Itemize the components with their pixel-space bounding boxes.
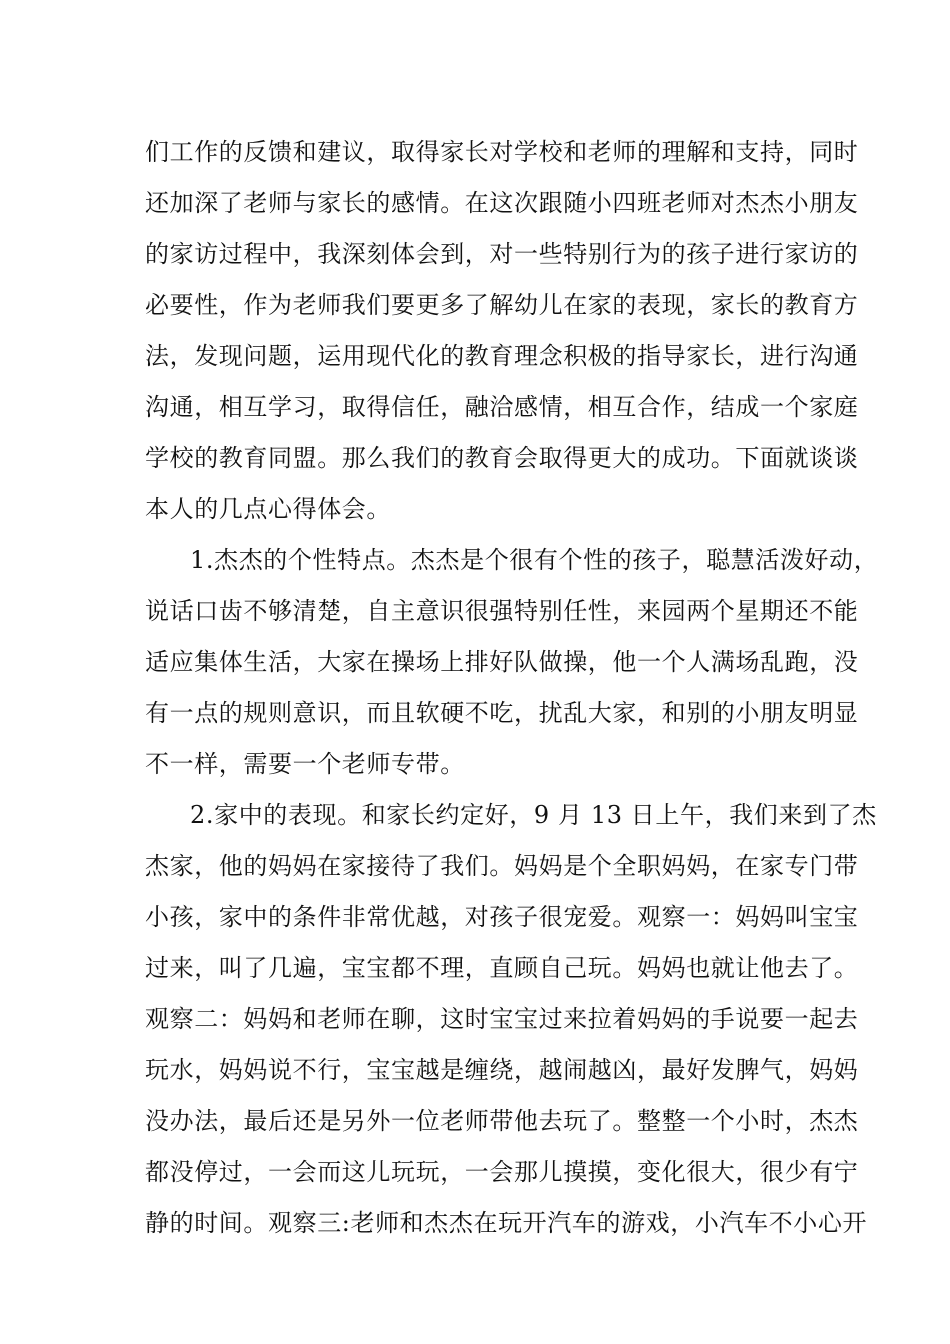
text-line: 有一点的规则意识，而且软硬不吃，扰乱大家，和别的小朋友明显	[145, 699, 859, 727]
text-line: 学校的教育同盟。那么我们的教育会取得更大的成功。下面就谈谈	[145, 444, 859, 472]
text-line: 小孩，家中的条件非常优越，对孩子很宠爱。观察一：妈妈叫宝宝	[145, 903, 859, 931]
text-line: 法，发现问题，运用现代化的教育理念积极的指导家长，进行沟通	[145, 342, 859, 370]
text-line: 不一样，需要一个老师专带。	[145, 750, 465, 778]
text-line: 沟通，相互学习，取得信任，融洽感情，相互合作，结成一个家庭	[145, 393, 859, 421]
text-line: 说话口齿不够清楚，自主意识很强特别任性，来园两个星期还不能	[145, 597, 859, 625]
text-line: 本人的几点心得体会。	[145, 495, 391, 523]
paragraph-heading-line: 1.杰杰的个性特点。杰杰是个很有个性的孩子，聪慧活泼好动，	[190, 546, 879, 574]
text-line: 必要性，作为老师我们要更多了解幼儿在家的表现，家长的教育方	[145, 291, 859, 319]
text-line: 没办法，最后还是另外一位老师带他去玩了。整整一个小时，杰杰	[145, 1107, 859, 1135]
text-line: 适应集体生活，大家在操场上排好队做操，他一个人满场乱跑，没	[145, 648, 859, 676]
text-line: 的家访过程中，我深刻体会到，对一些特别行为的孩子进行家访的	[145, 240, 859, 268]
text-line: 静的时间。观察三:老师和杰杰在玩开汽车的游戏，小汽车不小心开	[145, 1209, 868, 1237]
text-line: 还加深了老师与家长的感情。在这次跟随小四班老师对杰杰小朋友	[145, 189, 859, 217]
text-line: 玩水，妈妈说不行，宝宝越是缠绕，越闹越凶，最好发脾气，妈妈	[145, 1056, 859, 1084]
text-line: 观察二：妈妈和老师在聊，这时宝宝过来拉着妈妈的手说要一起去	[145, 1005, 859, 1033]
text-line: 都没停过，一会而这儿玩玩，一会那儿摸摸，变化很大，很少有宁	[145, 1158, 859, 1186]
text-line: 杰家，他的妈妈在家接待了我们。妈妈是个全职妈妈，在家专门带	[145, 852, 859, 880]
paragraph-heading-line: 2.家中的表现。和家长约定好，9 月 13 日上午，我们来到了杰	[190, 801, 877, 829]
text-line: 们工作的反馈和建议，取得家长对学校和老师的理解和支持，同时	[145, 138, 859, 166]
text-line: 过来，叫了几遍，宝宝都不理，直顾自己玩。妈妈也就让他去了。	[145, 954, 859, 982]
